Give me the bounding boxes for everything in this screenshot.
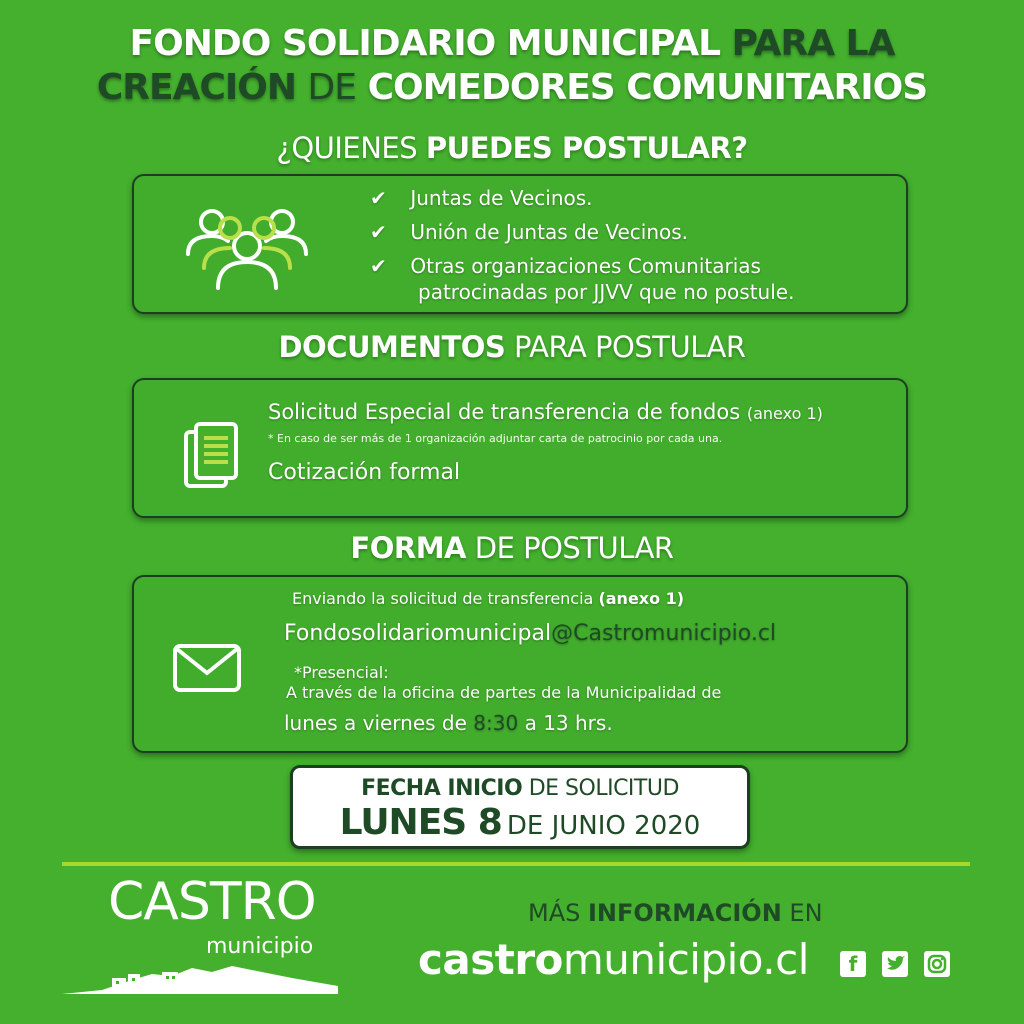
heading-part: DOCUMENTOS (278, 330, 506, 364)
document-item-text: Solicitud Especial de transferencia de fondos (268, 400, 741, 424)
facebook-icon[interactable]: f (840, 951, 866, 977)
title-part: PARA LA (731, 23, 895, 64)
check-icon: ✔ (370, 254, 387, 278)
site-part: municipio.cl (562, 935, 809, 984)
info-part: MÁS (528, 899, 581, 927)
list-item-text: Unión de Juntas de Vecinos. (410, 220, 689, 244)
document-item-suffix: (anexo 1) (746, 404, 823, 423)
more-info-label (528, 898, 823, 928)
who-can-apply-box (132, 174, 908, 314)
start-date-label (293, 776, 747, 802)
castro-logo-subtext: municipio (206, 934, 314, 959)
list-item-text: Otras organizaciones Comunitarias (410, 254, 761, 278)
site-part: castro (418, 935, 563, 984)
hours-text: lunes a viernes de (284, 711, 467, 735)
list-item-continued (418, 280, 794, 304)
date-label-part: DE SOLICITUD (528, 776, 679, 801)
email-address[interactable] (284, 621, 776, 646)
check-icon: ✔ (370, 220, 387, 244)
date-day: LUNES 8 (339, 802, 502, 843)
title-line-1 (0, 22, 1024, 66)
date-month-year: DE JUNIO 2020 (506, 811, 701, 841)
title-part: FONDO SOLIDARIO MUNICIPAL (129, 23, 721, 64)
instagram-icon[interactable] (924, 951, 950, 977)
how-to-apply-box (132, 575, 908, 753)
list-item (370, 186, 593, 210)
document-icon (182, 420, 242, 492)
mail-icon (172, 643, 242, 693)
hours-time: 8:30 (473, 711, 519, 735)
list-item (370, 220, 688, 244)
people-group-icon (182, 202, 312, 294)
list-item-text: Juntas de Vecinos. (410, 186, 593, 210)
info-part: EN (789, 899, 823, 927)
heading-part: FORMA (350, 531, 467, 565)
send-line-suffix: (anexo 1) (598, 589, 685, 608)
hours-text: a 13 hrs. (524, 711, 613, 735)
title-part: DE (307, 67, 357, 108)
twitter-icon[interactable] (882, 951, 908, 977)
send-line-text: Enviando la solicitud de transferencia (292, 589, 594, 608)
send-line (292, 589, 684, 608)
list-item-text: patrocinadas por JJVV que no postule. (418, 280, 795, 304)
heading-part: ¿QUIENES (276, 131, 418, 165)
start-date-value (293, 802, 747, 850)
castro-skyline-logo (62, 960, 338, 1000)
document-note: * En caso de ser más de 1 organización adjuntar carta de patrocinio por cada una. (268, 432, 723, 445)
documents-box (132, 378, 908, 518)
heading-part: PARA POSTULAR (514, 330, 746, 364)
document-item-2: Cotización formal (268, 460, 461, 485)
section-heading-documentos (0, 329, 1024, 365)
website-link[interactable] (418, 932, 809, 988)
footer-divider (62, 862, 970, 866)
heading-part: DE POSTULAR (474, 531, 674, 565)
section-heading-quienes (0, 130, 1024, 166)
hours-line (284, 711, 613, 735)
start-date-box (290, 765, 750, 849)
title-part: COMEDORES COMUNITARIOS (367, 67, 928, 108)
castro-logo-text: CASTRO (108, 872, 316, 932)
office-line: A través de la oficina de partes de la Municipalidad de (286, 683, 722, 702)
title-line-2 (0, 66, 1024, 110)
title-part: CREACIÓN (96, 67, 296, 108)
email-domain: @Castromunicipio.cl (551, 621, 777, 646)
presencial-label: *Presencial: (294, 663, 389, 682)
section-heading-forma (0, 530, 1024, 566)
date-label-part: FECHA INICIO (361, 776, 523, 801)
list-item (370, 254, 761, 278)
document-item-1 (268, 400, 823, 424)
check-icon: ✔ (370, 186, 387, 210)
email-user: Fondosolidariomunicipal (284, 621, 552, 646)
info-part: INFORMACIÓN (588, 899, 782, 927)
heading-part: PUEDES POSTULAR? (425, 131, 748, 165)
